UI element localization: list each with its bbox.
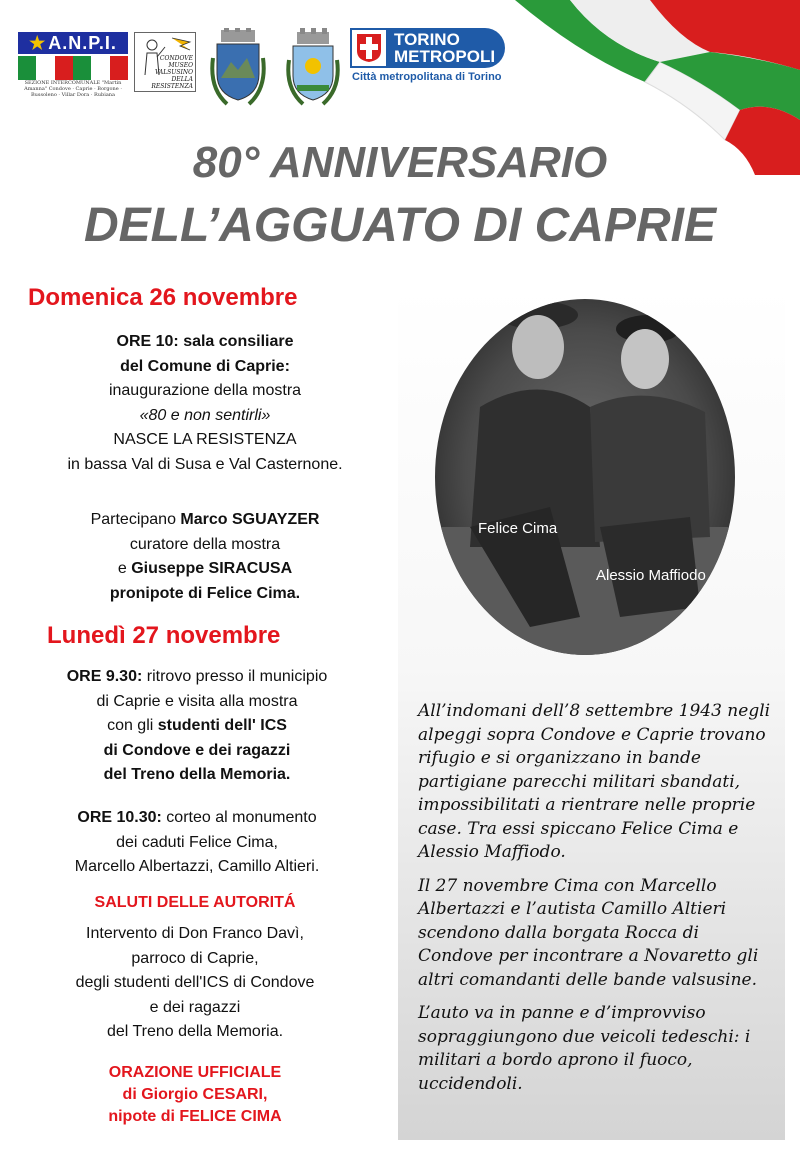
orazione-line2: di Giorgio CESARI,	[122, 1086, 268, 1103]
day2-c-line4: e dei ragazzi	[149, 998, 241, 1016]
title-line2: DELL’AGGUATO DI CAPRIE	[83, 199, 716, 252]
condove-crest-icon	[283, 28, 343, 110]
museo-line4: DELLA RESISTENZA	[151, 76, 193, 90]
day2-c-line2: parroco di Caprie,	[131, 949, 259, 967]
museo-line3: VALSUSINO	[154, 69, 193, 76]
day2-c-line5: del Treno della Memoria.	[106, 1023, 284, 1040]
title-line1: 80° ANNIVERSARIO	[192, 138, 608, 187]
day1-line5: NASCE LA RESISTENZA	[113, 431, 297, 448]
day2-c-line1: Intervento di Don Franco Davì,	[86, 925, 304, 942]
orazione-line1: ORAZIONE UFFICIALE	[108, 1064, 282, 1081]
museo-logo	[134, 32, 196, 92]
day2-program-b	[12, 806, 382, 880]
anpi-logo-text: A.N.P.I.	[48, 32, 117, 53]
day1-line1: ORE 10: sala consiliare	[116, 333, 294, 350]
anpi-subtitle: SEZIONE INTERCOMUNALE "Martin Amanna" Condove · Caprie · Borgone · Bussoleno · Villar Dora · Rubiana	[24, 80, 122, 98]
day2-b-line1: corteo al monumento	[161, 809, 317, 826]
day1-participants	[20, 508, 390, 606]
day2-a-line3-bold: studenti dell' ICS	[157, 717, 287, 734]
participant-name-2: Giuseppe SIRACUSA	[131, 560, 293, 577]
time-1030: ORE 10.30:	[77, 809, 162, 826]
day2-b-line3: Marcello Albertazzi, Camillo Altieri.	[74, 858, 320, 875]
day2-a-line5: del Treno della Memoria.	[103, 766, 291, 783]
day2-a-line3: con gli	[107, 717, 158, 734]
story-text	[418, 700, 778, 1106]
day1-program	[20, 330, 390, 477]
participants-intro: Partecipano	[90, 511, 181, 528]
saluti-heading: SALUTI DELLE AUTORITÁ	[94, 894, 296, 911]
orazione-line3: nipote di FELICE CIMA	[108, 1108, 282, 1125]
torino-subtitle: Città metropolitana di Torino	[352, 71, 502, 83]
day1-line2: del Comune di Caprie:	[120, 357, 290, 375]
anpi-logo	[18, 32, 128, 96]
star-icon: ★	[29, 32, 47, 53]
museo-line1: CONDOVE	[159, 55, 193, 62]
day1-line3: inaugurazione della mostra	[108, 382, 302, 399]
story-paragraph-3: L’auto va in panne e d’improvviso sopraggiungono due veicoli tedeschi: i militari a bordo aprono il fuoco, uccidendoli.	[418, 1003, 751, 1094]
participant-role-1: curatore della mostra	[129, 535, 281, 553]
day1-line6: in bassa Val di Susa e Val Casternone.	[67, 455, 343, 473]
participant-role-2: pronipote di Felice Cima.	[109, 584, 301, 602]
day1-line4: «80 e non sentirli»	[139, 406, 271, 424]
participants-and: e	[117, 560, 132, 577]
torino-metropoli-logo	[350, 28, 505, 94]
museo-line2: MUSEO	[168, 62, 193, 69]
orazione-block	[10, 1062, 380, 1128]
participant-name-1: Marco SGUAYZER	[180, 511, 320, 528]
day2-a-line2: di Caprie e visita alla mostra	[96, 692, 298, 710]
day2-program-a	[12, 665, 382, 788]
torino-line1: TORINO	[394, 30, 460, 49]
flag-icon	[170, 36, 192, 54]
photo-caption-alessio: Alessio Maffiodo	[596, 567, 706, 584]
day2-c-line3: degli studenti dell'ICS di Condove	[75, 974, 315, 991]
day2-program-c	[10, 922, 380, 1045]
date-day1: Domenica 26 novembre	[28, 284, 298, 311]
historical-photo	[430, 287, 740, 657]
story-paragraph-1: All’indomani dell’8 settembre 1943 negli alpeggi sopra Condove e Caprie trovano rifugio e si organizzano in bande partigiane parecchi militari sbandati, impossibilitati a rientrare nelle proprie case. Tra essi spiccano Felice Cima e Alessio Maffiodo.	[418, 701, 771, 862]
time-930: ORE 9.30:	[66, 668, 143, 685]
day2-b-line2: dei caduti Felice Cima,	[116, 833, 278, 851]
torino-line2: METROPOLI	[394, 47, 496, 66]
savoy-cross-icon	[350, 28, 388, 68]
day2-a-line1: ritrovo presso il municipio	[142, 668, 328, 685]
photo-caption-felice: Felice Cima	[478, 520, 558, 537]
tricolor-flag	[18, 56, 128, 80]
story-paragraph-2: Il 27 novembre Cima con Marcello Albertazzi e l’autista Camillo Altieri scendono dalla borgata Rocca di Condove per incontrare a Novaretto gli altri comandanti delle bande valsusine.	[418, 875, 759, 990]
caprie-crest-icon	[207, 28, 269, 110]
day2-a-line4: di Condove e dei ragazzi	[103, 741, 291, 759]
date-day2: Lunedì 27 novembre	[47, 622, 281, 649]
